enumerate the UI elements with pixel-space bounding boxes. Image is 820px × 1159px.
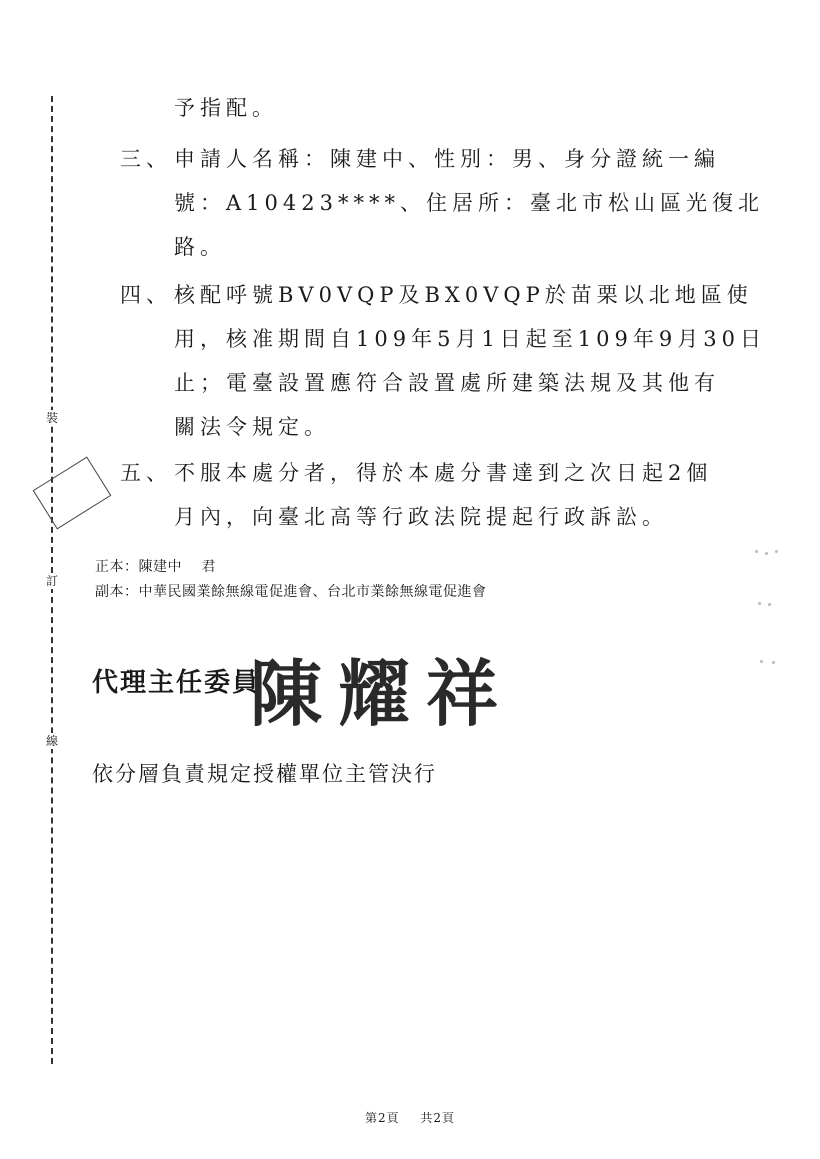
body-line: 申請人名稱：陳建中、性別：男、身分證統一編: [174, 147, 720, 171]
body-line: 止；電臺設置應符合設置處所建築法規及其他有: [174, 371, 720, 395]
page-number: 第2頁: [364, 1111, 400, 1125]
body-line: 月內，向臺北高等行政法院提起行政訴訟。: [174, 505, 668, 529]
page-footer: [0, 1109, 820, 1126]
scan-dot: [775, 550, 778, 553]
body-line: 不服本處分者，得於本處分書達到之次日起2個: [174, 461, 713, 485]
body-line: 號：A10423****、住居所：臺北市松山區光復北: [174, 191, 764, 215]
item-number: 四、: [120, 283, 172, 307]
body-line: 路。: [174, 235, 226, 259]
scan-dot: [772, 661, 775, 664]
scan-dot: [768, 603, 771, 606]
delegation-statement: 依分層負責規定授權單位主管決行: [92, 762, 437, 786]
copy-recipients: 副本：中華民國業餘無線電促進會、台北市業餘無線電促進會: [95, 584, 487, 600]
binding-mark: 訂: [45, 574, 58, 588]
scan-dot: [755, 550, 758, 553]
page-total: 共2頁: [420, 1111, 456, 1125]
scan-dot: [758, 602, 761, 605]
scan-dot: [760, 660, 763, 663]
seal-stamp: [33, 457, 112, 530]
body-line: 用，核准期間自109年5月1日起至109年9月30日: [174, 327, 766, 351]
body-line: 予指配。: [174, 96, 278, 120]
signer-name-seal: 陳耀祥: [250, 651, 515, 736]
scan-dot: [765, 552, 768, 555]
body-line: 核配呼號BV0VQP及BX0VQP於苗栗以北地區使: [174, 283, 753, 307]
signer-title: 代理主任委員: [92, 668, 261, 698]
original-recipient: 正本：陳建中 君: [95, 559, 216, 575]
item-number: 三、: [120, 147, 172, 171]
binding-mark: 裝: [45, 411, 58, 425]
body-line: 關法令規定。: [174, 415, 330, 439]
item-number: 五、: [120, 461, 172, 485]
binding-mark: 線: [45, 734, 58, 748]
